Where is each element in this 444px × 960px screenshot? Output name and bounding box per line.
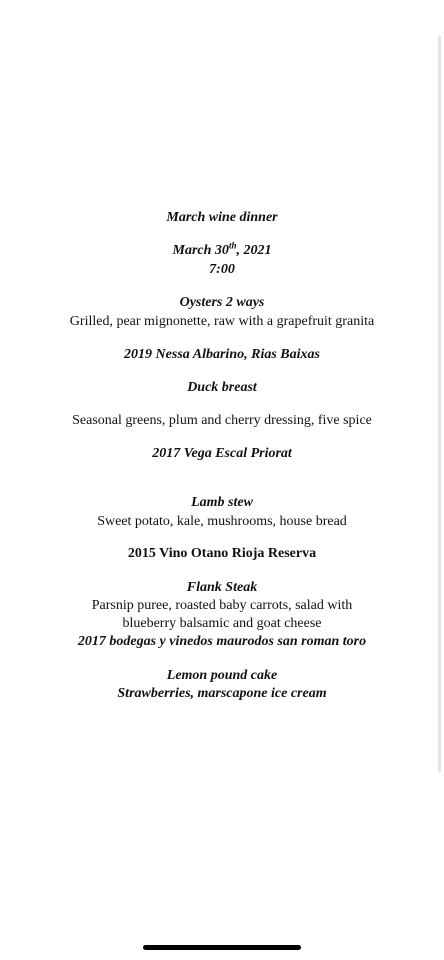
event-date-suffix: th: [228, 240, 237, 251]
course-desc-steak-line1: Parsnip puree, roasted baby carrots, salad with: [91, 598, 353, 613]
wine-pairing-1: 2019 Nessa Albarino, Rias Baixas: [124, 347, 320, 362]
course-desc-lamb: Sweet potato, kale, mushrooms, house bread: [97, 514, 347, 529]
home-indicator[interactable]: [143, 945, 301, 950]
event-time: 7:00: [209, 262, 235, 277]
course-name-oysters: Oysters 2 ways: [179, 295, 265, 310]
event-date-day: March 30: [172, 243, 229, 258]
course-name-duck: Duck breast: [187, 380, 257, 395]
course-desc-duck: Seasonal greens, plum and cherry dressing, five spice: [72, 413, 372, 428]
course-desc-steak-line2: blueberry balsamic and goat cheese: [122, 616, 322, 631]
wine-pairing-4: 2017 bodegas y vinedos maurodos san roman toro: [77, 634, 367, 649]
course-desc-dessert: Strawberries, marscapone ice cream: [117, 686, 327, 701]
course-name-dessert: Lemon pound cake: [166, 668, 278, 683]
course-name-lamb: Lamb stew: [191, 495, 253, 510]
course-desc-oysters: Grilled, pear mignonette, raw with a grapefruit granita: [69, 314, 375, 329]
course-name-steak: Flank Steak: [186, 580, 258, 595]
event-date: [0, 242, 444, 259]
scrollbar[interactable]: [438, 36, 441, 772]
event-date-year: , 2021: [236, 243, 272, 258]
wine-pairing-3: 2015 Vino Otano Rioja Reserva: [127, 546, 317, 561]
menu-title: March wine dinner: [166, 210, 278, 225]
wine-pairing-2: 2017 Vega Escal Priorat: [152, 446, 292, 461]
